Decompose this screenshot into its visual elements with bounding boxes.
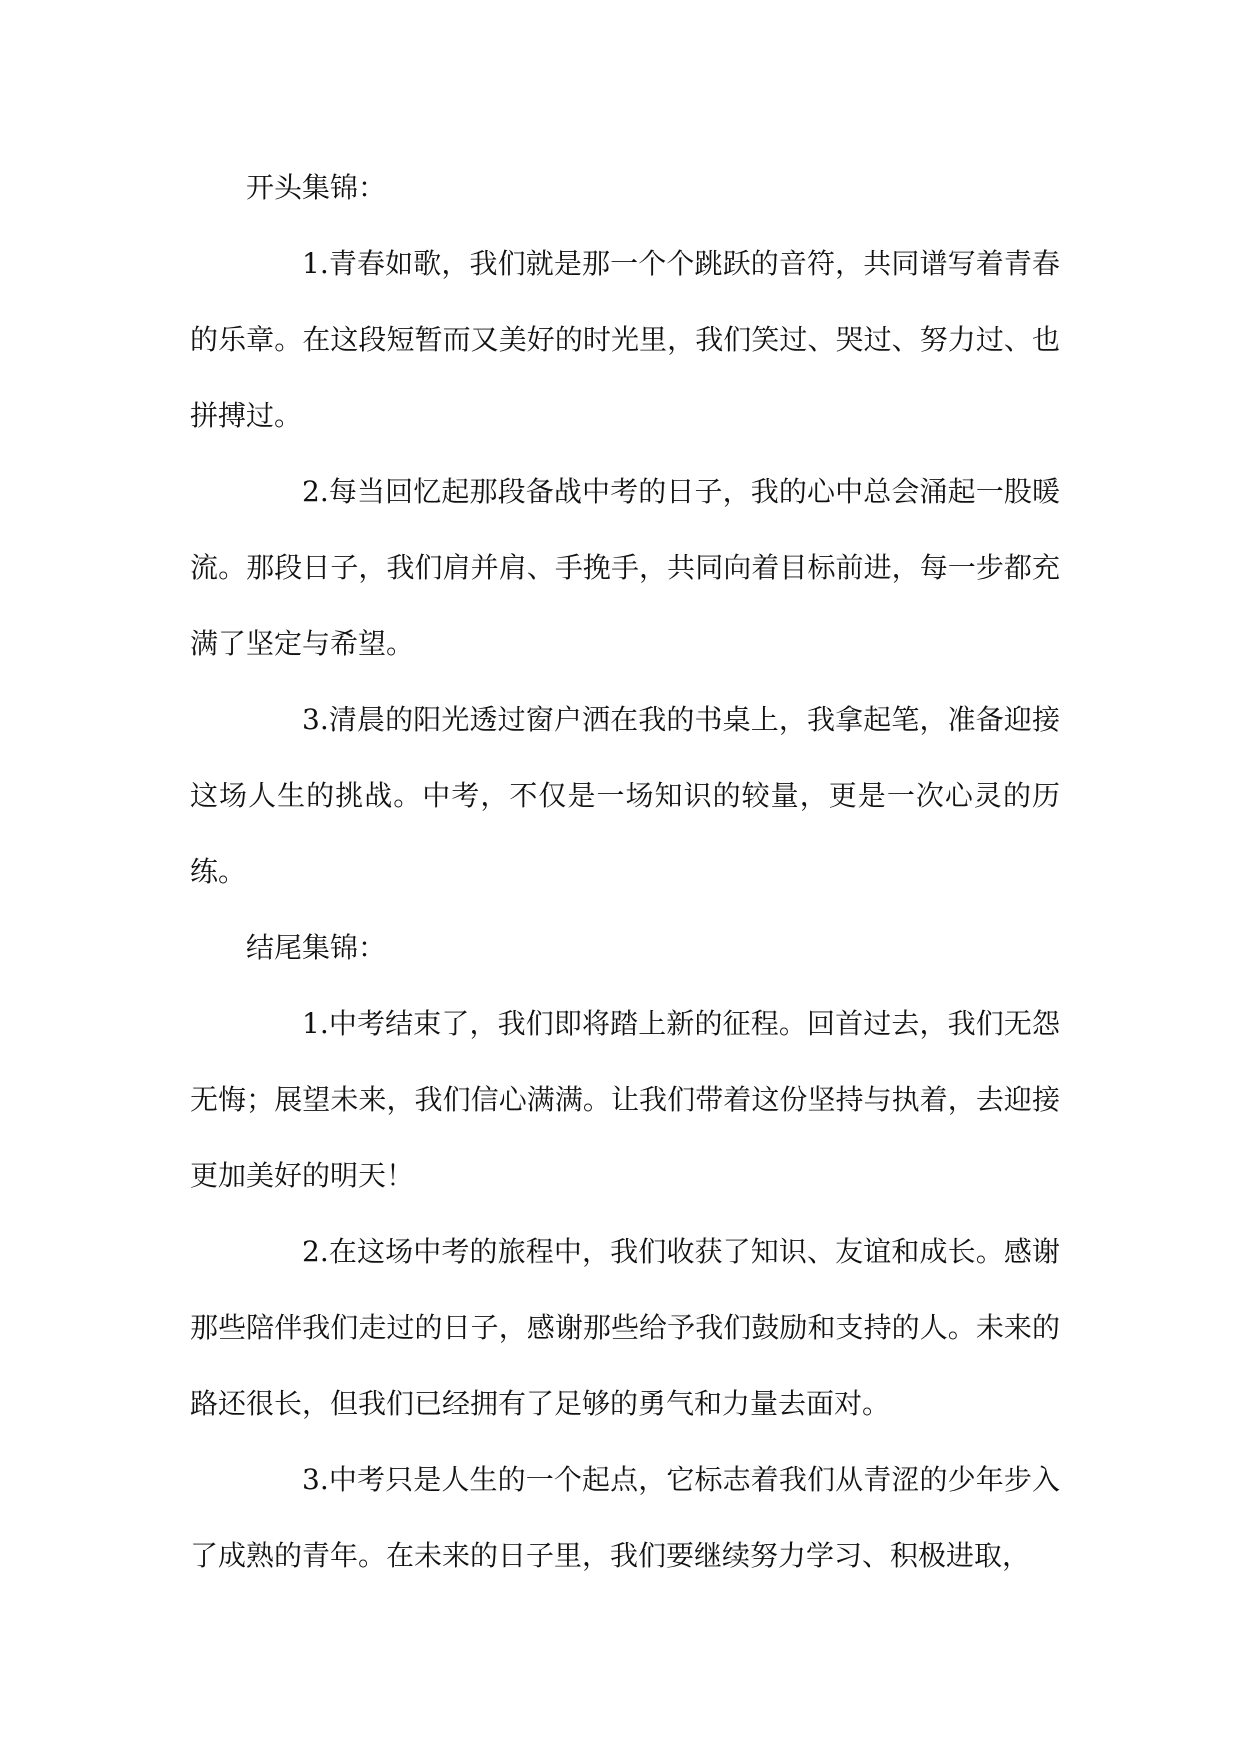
closing-item-3 (190, 1442, 1060, 1594)
opening-heading: 开头集锦： (246, 171, 387, 204)
opening-item-1 (190, 226, 1060, 454)
opening-item-3 (190, 682, 1060, 910)
closing-item-3-number: 3. (302, 1463, 329, 1496)
document-body (190, 150, 1060, 1594)
closing-item-1 (190, 986, 1060, 1214)
closing-item-3-text: 中考只是人生的一个起点，它标志着我们从青涩的少年步入了成熟的青年。在未来的日子里，我们要继续努力学习、积极进取， (190, 1463, 1060, 1572)
opening-item-2-number: 2. (302, 475, 329, 508)
opening-item-3-number: 3. (302, 703, 329, 736)
opening-item-2 (190, 454, 1060, 682)
opening-item-1-text: 青春如歌，我们就是那一个个跳跃的音符，共同谱写着青春的乐章。在这段短暂而又美好的时光里，我们笑过、哭过、努力过、也拼搏过。 (190, 247, 1060, 432)
opening-item-3-text: 清晨的阳光透过窗户洒在我的书桌上，我拿起笔，准备迎接这场人生的挑战。中考，不仅是一场知识的较量，更是一次心灵的历练。 (190, 703, 1060, 888)
opening-item-1-number: 1. (302, 247, 329, 280)
closing-item-2 (190, 1214, 1060, 1442)
closing-item-2-number: 2. (302, 1235, 329, 1268)
closing-heading: 结尾集锦： (246, 931, 387, 964)
closing-item-1-number: 1. (302, 1007, 329, 1040)
closing-item-1-text: 中考结束了，我们即将踏上新的征程。回首过去，我们无怨无悔；展望未来，我们信心满满。让我们带着这份坚持与执着，去迎接更加美好的明天！ (190, 1007, 1060, 1192)
opening-item-2-text: 每当回忆起那段备战中考的日子，我的心中总会涌起一股暖流。那段日子，我们肩并肩、手挽手，共同向着目标前进，每一步都充满了坚定与希望。 (190, 475, 1060, 660)
closing-item-2-text: 在这场中考的旅程中，我们收获了知识、友谊和成长。感谢那些陪伴我们走过的日子，感谢那些给予我们鼓励和支持的人。未来的路还很长，但我们已经拥有了足够的勇气和力量去面对。 (190, 1235, 1060, 1420)
